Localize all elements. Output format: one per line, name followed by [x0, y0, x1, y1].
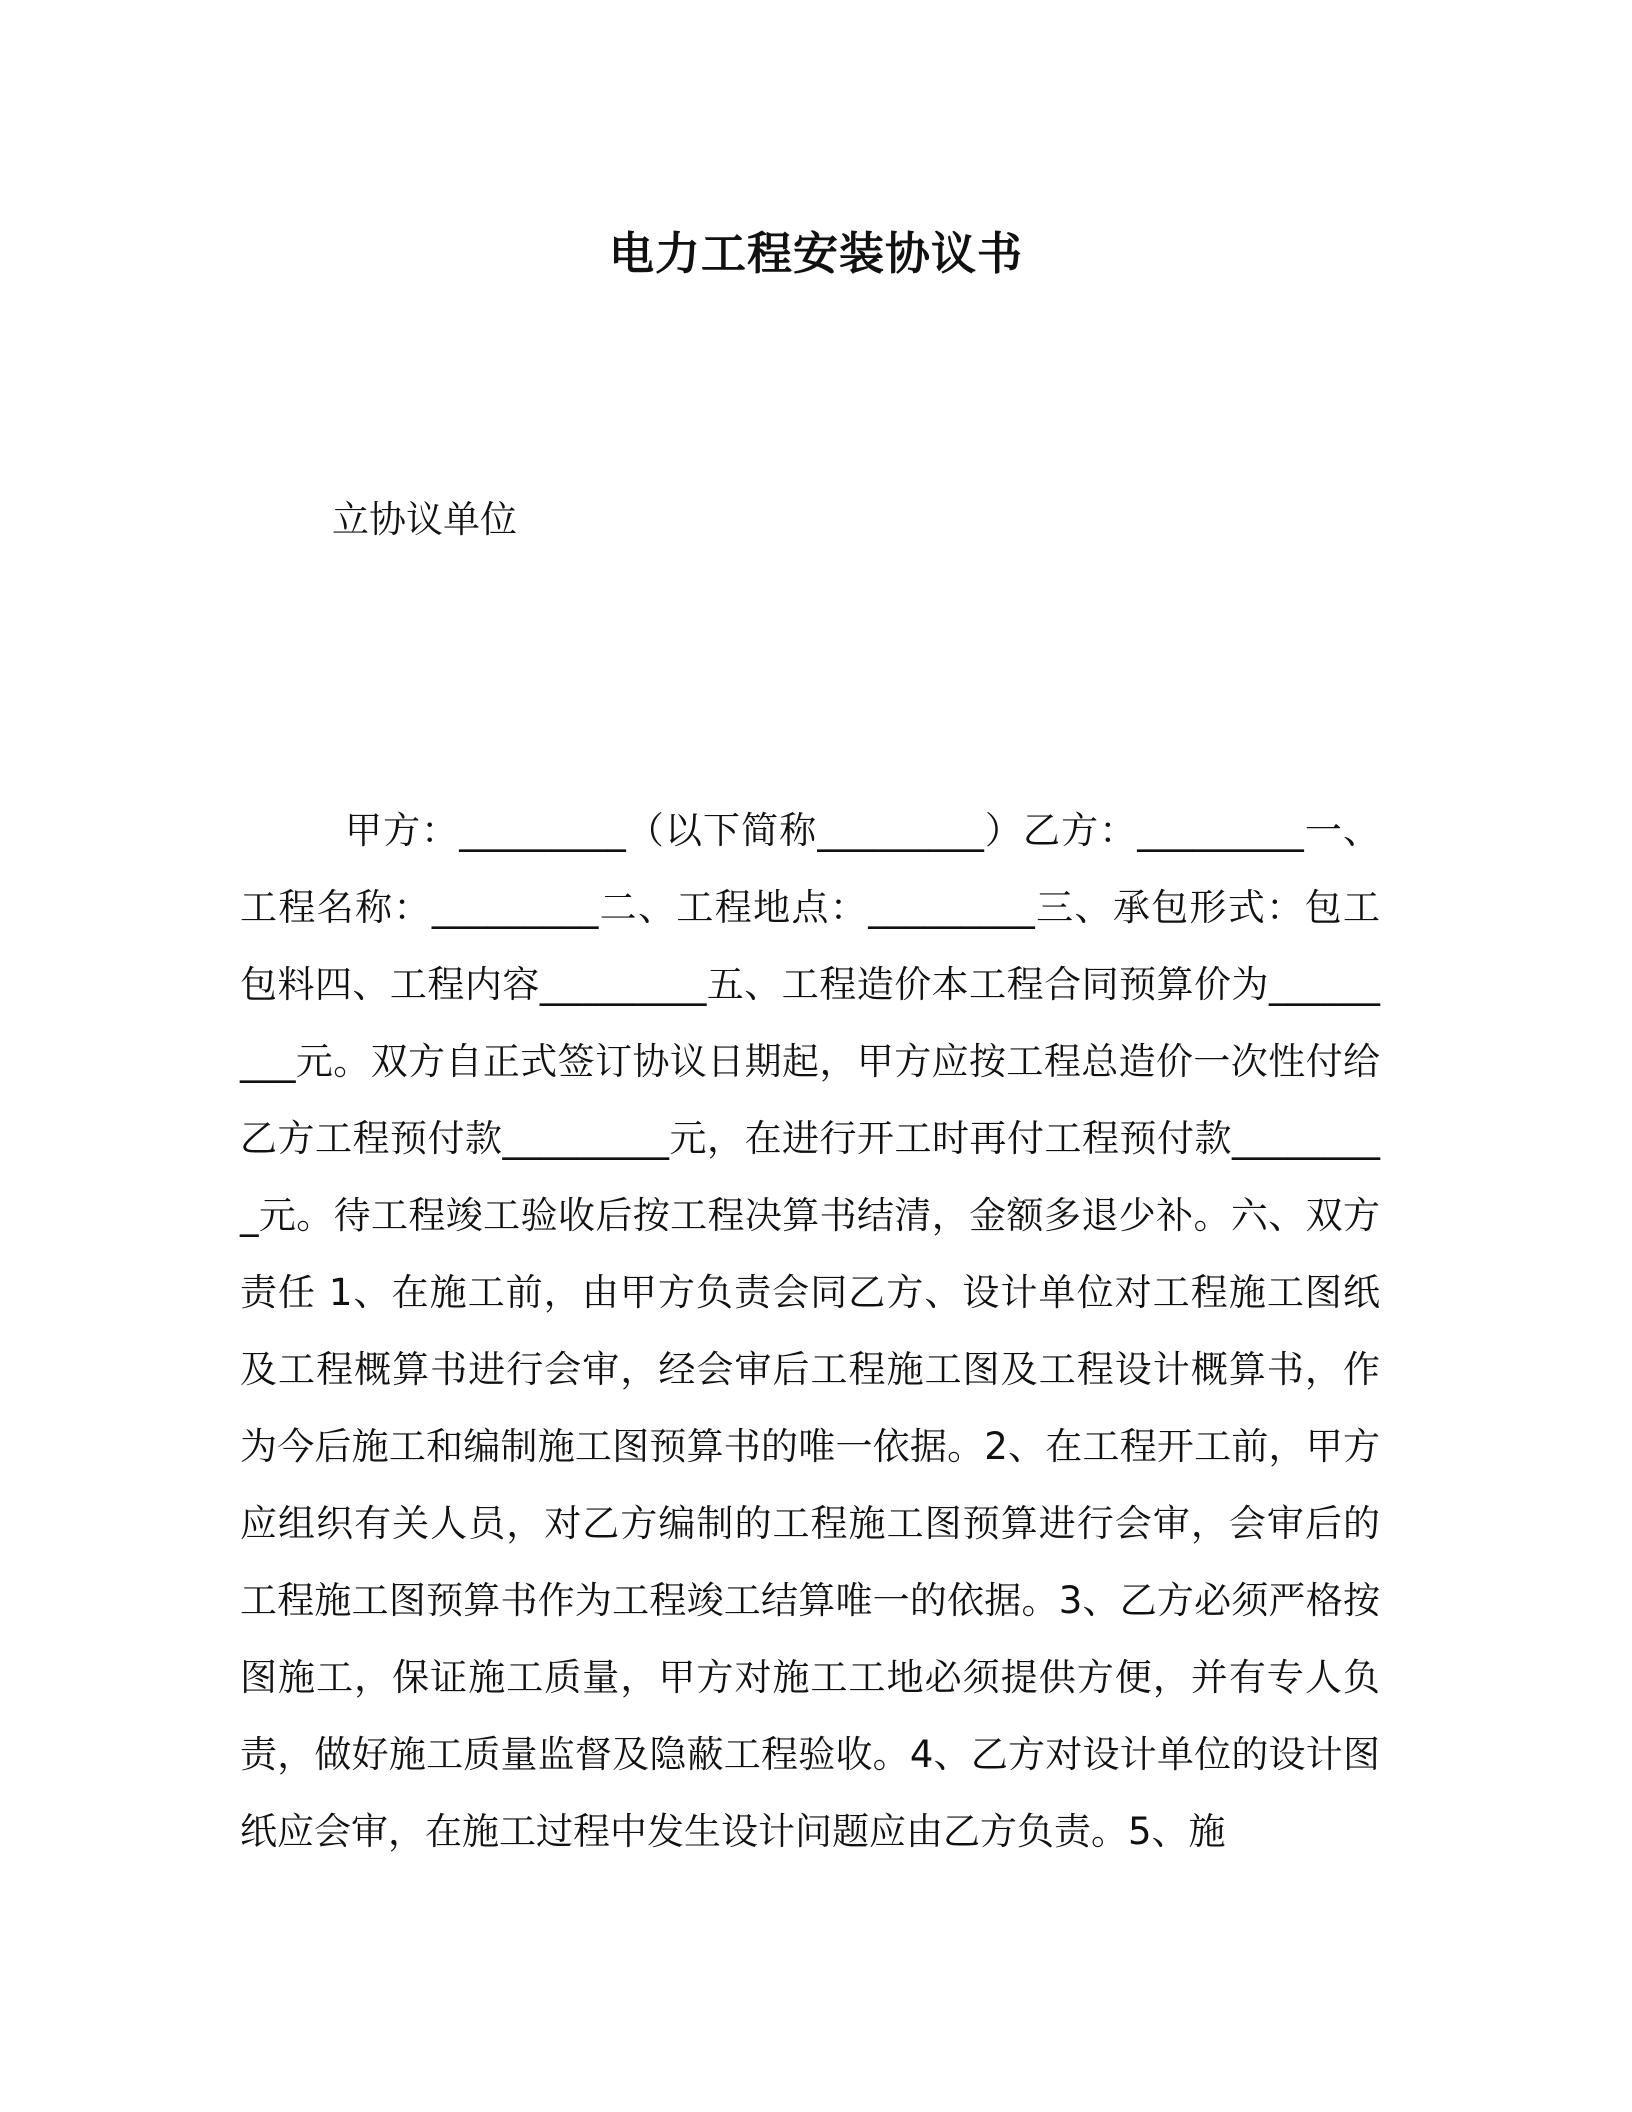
body-paragraph: 甲方：_________（以下简称_________）乙方：_________一、工程名称：_________二、工程地点：_________三、承包形式：包工包料四、工程内容_________五、工程造价本工程合同预算价为_________元。双方自正式签订协议日期起，甲方应按工程总造价一次性付给乙方工程预付款_________元，在进行开工时再付工程预付款_________元。待工程竣工验收后按工程决算书结清，金额多退少补。六、双方责任 1、在施工前，由甲方负责会同乙方、设计单位对工程施工图纸及工程概算书进行会审，经会审后工程施工图及工程设计概算书，作为今后施工和编制施工图预算书的唯一依据。2、在工程开工前，甲方应组织有关人员，对乙方编制的工程施工图预算进行会审，会审后的工程施工图预算书作为工程竣工结算唯一的依据。3、乙方必须严格按图施工，保证施工质量，甲方对施工工地必须提供方便，并有专人负责，做好施工质量监督及隐蔽工程验收。4、乙方对设计单位的设计图纸应会审，在施工过程中发生设计问题应由乙方负责。5、施 — [240, 809, 1380, 1853]
section-label: 立协议单位 — [332, 498, 517, 541]
document-title: 电力工程安装协议书 — [608, 227, 1023, 280]
